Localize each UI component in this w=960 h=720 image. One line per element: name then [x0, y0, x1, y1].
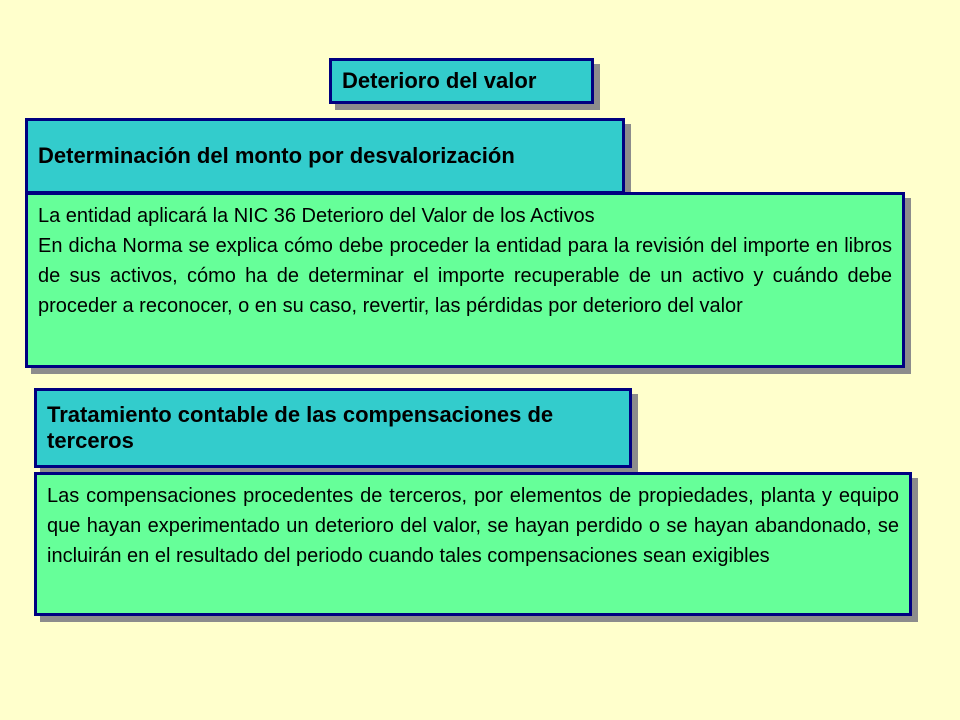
section1-title: Determinación del monto por desvalorización [38, 143, 515, 168]
main-title-box [329, 58, 594, 104]
section2-body-box [34, 472, 912, 616]
section2-paragraph: Las compensaciones procedentes de terceros, por elementos de propiedades, planta y equipo que hayan experimentado un deterioro del valor, se hayan perdido o se hayan abandonado, se incluirán en el resultado del periodo cuando tales compensaciones sean exigibles [47, 485, 899, 567]
section1-paragraph: En dicha Norma se explica cómo debe proceder la entidad para la revisión del importe en libros de sus activos, cómo ha de determinar el importe recuperable de un activo y cuándo debe proceder a reconocer, o en su caso, revertir, las pérdidas por deterioro del valor [38, 235, 892, 317]
section1-body-box [25, 192, 905, 368]
main-title: Deterioro del valor [342, 68, 537, 93]
section2-title-box [34, 388, 632, 468]
section1-title-box [25, 118, 625, 194]
section2-title: Tratamiento contable de las compensaciones de terceros [47, 402, 554, 453]
section1-line1: La entidad aplicará la NIC 36 Deterioro del Valor de los Activos [38, 205, 595, 227]
